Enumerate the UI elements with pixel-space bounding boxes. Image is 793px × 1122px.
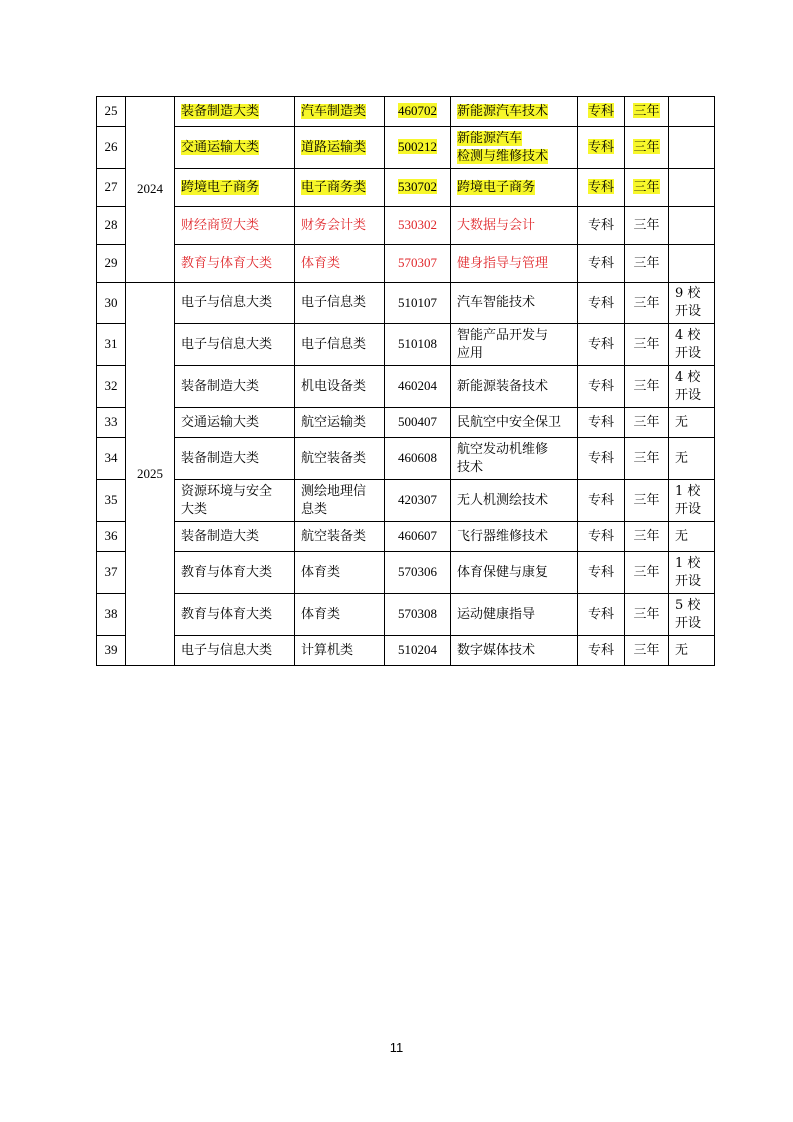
subcategory-cell-text: 体育类	[301, 564, 341, 580]
subcategory-cell-text: 电子信息类	[301, 295, 367, 310]
code-cell-text: 510204	[398, 642, 437, 657]
level-cell	[578, 283, 625, 324]
code-cell	[385, 324, 451, 366]
category-cell-text: 教育与体育大类	[181, 564, 273, 580]
level-cell	[578, 636, 625, 666]
subcategory-cell	[295, 207, 385, 245]
row-number-text: 30	[104, 294, 118, 310]
duration-cell	[625, 408, 669, 438]
subcategory-cell	[295, 594, 385, 636]
note-cell	[669, 366, 715, 408]
category-cell	[175, 408, 295, 438]
level-cell-text: 专科	[587, 528, 614, 543]
subcategory-cell-text: 电子信息类	[301, 336, 367, 352]
row-number	[97, 97, 126, 127]
table-row	[97, 438, 715, 480]
duration-cell-text: 三年	[633, 294, 660, 310]
note-cell	[669, 127, 715, 169]
row-number	[97, 552, 126, 594]
category-cell-text: 电子与信息大类	[181, 295, 273, 310]
major-cell	[451, 552, 578, 594]
major-cell	[451, 207, 578, 245]
category-cell-text: 装备制造大类	[181, 103, 260, 119]
note-cell-text: 4 校 开设	[675, 369, 702, 403]
category-cell-text: 教育与体育大类	[181, 606, 273, 622]
level-cell	[578, 245, 625, 283]
category-cell	[175, 636, 295, 666]
note-cell	[669, 283, 715, 324]
row-number-text: 37	[104, 564, 118, 579]
level-cell	[578, 97, 625, 127]
row-number-text: 32	[104, 378, 118, 393]
level-cell	[578, 324, 625, 366]
code-cell	[385, 594, 451, 636]
row-number	[97, 480, 126, 522]
level-cell-text: 专科	[587, 336, 614, 351]
code-cell	[385, 408, 451, 438]
row-number	[97, 408, 126, 438]
duration-cell-text: 三年	[633, 103, 660, 118]
duration-cell	[625, 522, 669, 552]
code-cell	[385, 522, 451, 552]
row-number-text: 29	[104, 255, 118, 270]
category-cell-text: 电子与信息大类	[181, 642, 273, 658]
level-cell-text: 专科	[587, 139, 614, 154]
note-cell-text: 无	[675, 450, 689, 466]
major-cell	[451, 97, 578, 127]
row-number	[97, 245, 126, 283]
category-cell	[175, 438, 295, 480]
note-cell	[669, 408, 715, 438]
table-row	[97, 480, 715, 522]
major-cell	[451, 438, 578, 480]
duration-cell	[625, 283, 669, 324]
subcategory-cell-text: 航空装备类	[301, 450, 367, 466]
level-cell-text: 专科	[587, 450, 614, 465]
page-number: 11	[389, 1040, 404, 1055]
row-number-text: 34	[104, 450, 118, 465]
table-row	[97, 552, 715, 594]
category-cell	[175, 245, 295, 283]
note-cell	[669, 636, 715, 666]
code-cell-text: 460608	[398, 450, 437, 465]
subcategory-cell	[295, 97, 385, 127]
note-cell-text: 5 校 开设	[675, 597, 702, 631]
row-number-text: 39	[104, 642, 118, 657]
row-number-text: 31	[104, 336, 118, 351]
row-number-text: 28	[104, 217, 118, 232]
code-cell-text: 530702	[398, 179, 437, 194]
row-number	[97, 283, 126, 324]
major-cell	[451, 636, 578, 666]
code-cell	[385, 169, 451, 207]
code-cell	[385, 127, 451, 169]
duration-cell-text: 三年	[633, 336, 660, 351]
major-cell	[451, 245, 578, 283]
row-number	[97, 207, 126, 245]
subcategory-cell	[295, 438, 385, 480]
category-cell	[175, 324, 295, 366]
duration-cell	[625, 594, 669, 636]
table-row	[97, 636, 715, 666]
duration-cell	[625, 438, 669, 480]
year-cell	[126, 283, 175, 666]
code-cell	[385, 207, 451, 245]
note-cell	[669, 324, 715, 366]
duration-cell-text: 三年	[633, 139, 660, 154]
row-number	[97, 438, 126, 480]
duration-cell	[625, 169, 669, 207]
major-cell-text: 汽车智能技术	[457, 295, 536, 310]
code-cell	[385, 366, 451, 408]
level-cell	[578, 552, 625, 594]
level-cell	[578, 522, 625, 552]
note-cell	[669, 207, 715, 245]
subcategory-cell	[295, 366, 385, 408]
code-cell	[385, 245, 451, 283]
level-cell	[578, 480, 625, 522]
duration-cell	[625, 245, 669, 283]
code-cell	[385, 283, 451, 324]
major-cell-text: 民航空中安全保卫	[457, 414, 562, 430]
level-cell-text: 专科	[587, 217, 614, 232]
duration-cell	[625, 480, 669, 522]
level-cell-text: 专科	[587, 642, 614, 657]
row-number-text: 36	[104, 528, 118, 543]
major-cell-text: 新能源汽车 检测与维修技术	[457, 130, 549, 164]
code-cell-text: 510108	[398, 336, 437, 351]
note-cell	[669, 169, 715, 207]
row-number-text: 38	[104, 606, 118, 621]
table-row	[97, 127, 715, 169]
category-cell-text: 资源环境与安全 大类	[181, 483, 273, 517]
duration-cell-text: 三年	[633, 217, 660, 232]
code-cell-text: 570307	[398, 255, 437, 270]
major-cell-text: 跨境电子商务	[457, 179, 536, 195]
table-row	[97, 97, 715, 127]
subcategory-cell-text: 汽车制造类	[301, 103, 367, 119]
table-row	[97, 207, 715, 245]
note-cell	[669, 552, 715, 594]
major-cell-text: 数字媒体技术	[457, 642, 536, 658]
subcategory-cell-text: 体育类	[301, 606, 341, 622]
row-number-text: 35	[104, 492, 118, 507]
major-cell-text: 大数据与会计	[457, 217, 536, 233]
subcategory-cell	[295, 169, 385, 207]
majors-table	[96, 96, 715, 666]
code-cell	[385, 552, 451, 594]
code-cell-text: 570306	[398, 564, 437, 579]
level-cell-text: 专科	[587, 414, 614, 429]
row-number	[97, 636, 126, 666]
code-cell	[385, 636, 451, 666]
row-number-text: 27	[104, 179, 118, 194]
table-row	[97, 594, 715, 636]
subcategory-cell-text: 体育类	[301, 255, 341, 271]
level-cell	[578, 127, 625, 169]
note-cell-text: 1 校 开设	[675, 555, 702, 589]
major-cell-text: 新能源装备技术	[457, 378, 549, 394]
major-cell	[451, 169, 578, 207]
code-cell-text: 460607	[398, 528, 437, 543]
subcategory-cell-text: 计算机类	[301, 642, 354, 658]
level-cell-text: 专科	[587, 492, 614, 507]
major-cell	[451, 522, 578, 552]
row-number	[97, 127, 126, 169]
subcategory-cell	[295, 408, 385, 438]
row-number-text: 25	[104, 103, 118, 118]
duration-cell	[625, 97, 669, 127]
note-cell	[669, 97, 715, 127]
note-cell	[669, 438, 715, 480]
subcategory-cell-text: 机电设备类	[301, 378, 367, 394]
subcategory-cell	[295, 552, 385, 594]
category-cell	[175, 169, 295, 207]
duration-cell	[625, 552, 669, 594]
category-cell	[175, 283, 295, 324]
category-cell	[175, 480, 295, 522]
category-cell-text: 装备制造大类	[181, 528, 260, 544]
duration-cell	[625, 366, 669, 408]
duration-cell-text: 三年	[633, 378, 660, 393]
subcategory-cell	[295, 245, 385, 283]
duration-cell-text: 三年	[633, 606, 660, 621]
level-cell-text: 专科	[587, 294, 614, 310]
category-cell-text: 装备制造大类	[181, 450, 260, 466]
major-cell-text: 健身指导与管理	[457, 255, 549, 271]
duration-cell-text: 三年	[633, 179, 660, 194]
duration-cell-text: 三年	[633, 564, 660, 579]
level-cell-text: 专科	[587, 378, 614, 393]
subcategory-cell	[295, 127, 385, 169]
note-cell-text: 无	[675, 642, 689, 658]
major-cell	[451, 366, 578, 408]
major-cell	[451, 324, 578, 366]
subcategory-cell	[295, 636, 385, 666]
duration-cell	[625, 207, 669, 245]
subcategory-cell-text: 航空装备类	[301, 528, 367, 544]
row-number	[97, 324, 126, 366]
level-cell	[578, 438, 625, 480]
category-cell-text: 财经商贸大类	[181, 217, 260, 233]
subcategory-cell-text: 财务会计类	[301, 217, 367, 233]
note-cell-text: 无	[675, 528, 689, 544]
year-cell-text: 2024	[137, 181, 163, 196]
subcategory-cell-text: 测绘地理信 息类	[301, 483, 367, 517]
level-cell-text: 专科	[587, 179, 614, 194]
code-cell-text: 500407	[398, 414, 437, 429]
code-cell-text: 500212	[398, 139, 437, 154]
note-cell	[669, 594, 715, 636]
code-cell-text: 510107	[398, 294, 437, 310]
major-cell-text: 飞行器维修技术	[457, 528, 549, 544]
table-row	[97, 245, 715, 283]
code-cell-text: 530302	[398, 217, 437, 232]
major-cell	[451, 283, 578, 324]
code-cell-text: 420307	[398, 492, 437, 507]
major-cell-text: 智能产品开发与 应用	[457, 327, 549, 361]
major-cell-text: 新能源汽车技术	[457, 103, 549, 119]
note-cell-text: 9 校 开设	[675, 286, 702, 319]
table-row	[97, 169, 715, 207]
subcategory-cell	[295, 522, 385, 552]
major-cell-text: 运动健康指导	[457, 606, 536, 622]
row-number	[97, 366, 126, 408]
level-cell	[578, 594, 625, 636]
code-cell-text: 570308	[398, 606, 437, 621]
year-cell	[126, 97, 175, 283]
category-cell-text: 跨境电子商务	[181, 179, 260, 195]
table-row	[97, 522, 715, 552]
level-cell	[578, 207, 625, 245]
table-body	[97, 97, 715, 666]
duration-cell-text: 三年	[633, 642, 660, 657]
level-cell	[578, 169, 625, 207]
category-cell	[175, 522, 295, 552]
category-cell-text: 交通运输大类	[181, 414, 260, 430]
note-cell	[669, 522, 715, 552]
category-cell-text: 电子与信息大类	[181, 336, 273, 352]
duration-cell-text: 三年	[633, 492, 660, 507]
duration-cell	[625, 324, 669, 366]
category-cell-text: 装备制造大类	[181, 378, 260, 394]
level-cell	[578, 408, 625, 438]
code-cell	[385, 97, 451, 127]
row-number-text: 33	[104, 414, 118, 429]
code-cell-text: 460204	[398, 378, 437, 393]
duration-cell-text: 三年	[633, 528, 660, 543]
category-cell	[175, 207, 295, 245]
year-cell-text: 2025	[137, 465, 163, 481]
category-cell-text: 教育与体育大类	[181, 255, 273, 271]
subcategory-cell	[295, 480, 385, 522]
note-cell-text: 4 校 开设	[675, 327, 702, 361]
major-cell	[451, 127, 578, 169]
duration-cell-text: 三年	[633, 414, 660, 429]
table-row	[97, 324, 715, 366]
level-cell-text: 专科	[587, 606, 614, 621]
duration-cell-text: 三年	[633, 255, 660, 270]
duration-cell	[625, 636, 669, 666]
subcategory-cell-text: 电子商务类	[301, 179, 367, 195]
category-cell	[175, 552, 295, 594]
subcategory-cell-text: 道路运输类	[301, 139, 367, 155]
major-cell	[451, 408, 578, 438]
major-cell-text: 体育保健与康复	[457, 564, 549, 580]
code-cell-text: 460702	[398, 103, 437, 118]
level-cell-text: 专科	[587, 255, 614, 270]
major-cell	[451, 480, 578, 522]
row-number	[97, 594, 126, 636]
code-cell	[385, 480, 451, 522]
level-cell	[578, 366, 625, 408]
note-cell	[669, 245, 715, 283]
level-cell-text: 专科	[587, 103, 614, 118]
major-cell-text: 无人机测绘技术	[457, 492, 549, 508]
note-cell	[669, 480, 715, 522]
category-cell-text: 交通运输大类	[181, 139, 260, 155]
note-cell-text: 1 校 开设	[675, 483, 702, 517]
subcategory-cell-text: 航空运输类	[301, 414, 367, 430]
category-cell	[175, 127, 295, 169]
note-cell-text: 无	[675, 414, 689, 430]
level-cell-text: 专科	[587, 564, 614, 579]
major-cell	[451, 594, 578, 636]
row-number	[97, 169, 126, 207]
subcategory-cell	[295, 324, 385, 366]
table-row	[97, 366, 715, 408]
category-cell	[175, 366, 295, 408]
code-cell	[385, 438, 451, 480]
category-cell	[175, 97, 295, 127]
category-cell	[175, 594, 295, 636]
major-cell-text: 航空发动机维修 技术	[457, 441, 549, 475]
table-row	[97, 283, 715, 324]
duration-cell	[625, 127, 669, 169]
subcategory-cell	[295, 283, 385, 324]
row-number-text: 26	[104, 139, 118, 154]
table-row	[97, 408, 715, 438]
row-number	[97, 522, 126, 552]
duration-cell-text: 三年	[633, 450, 660, 465]
